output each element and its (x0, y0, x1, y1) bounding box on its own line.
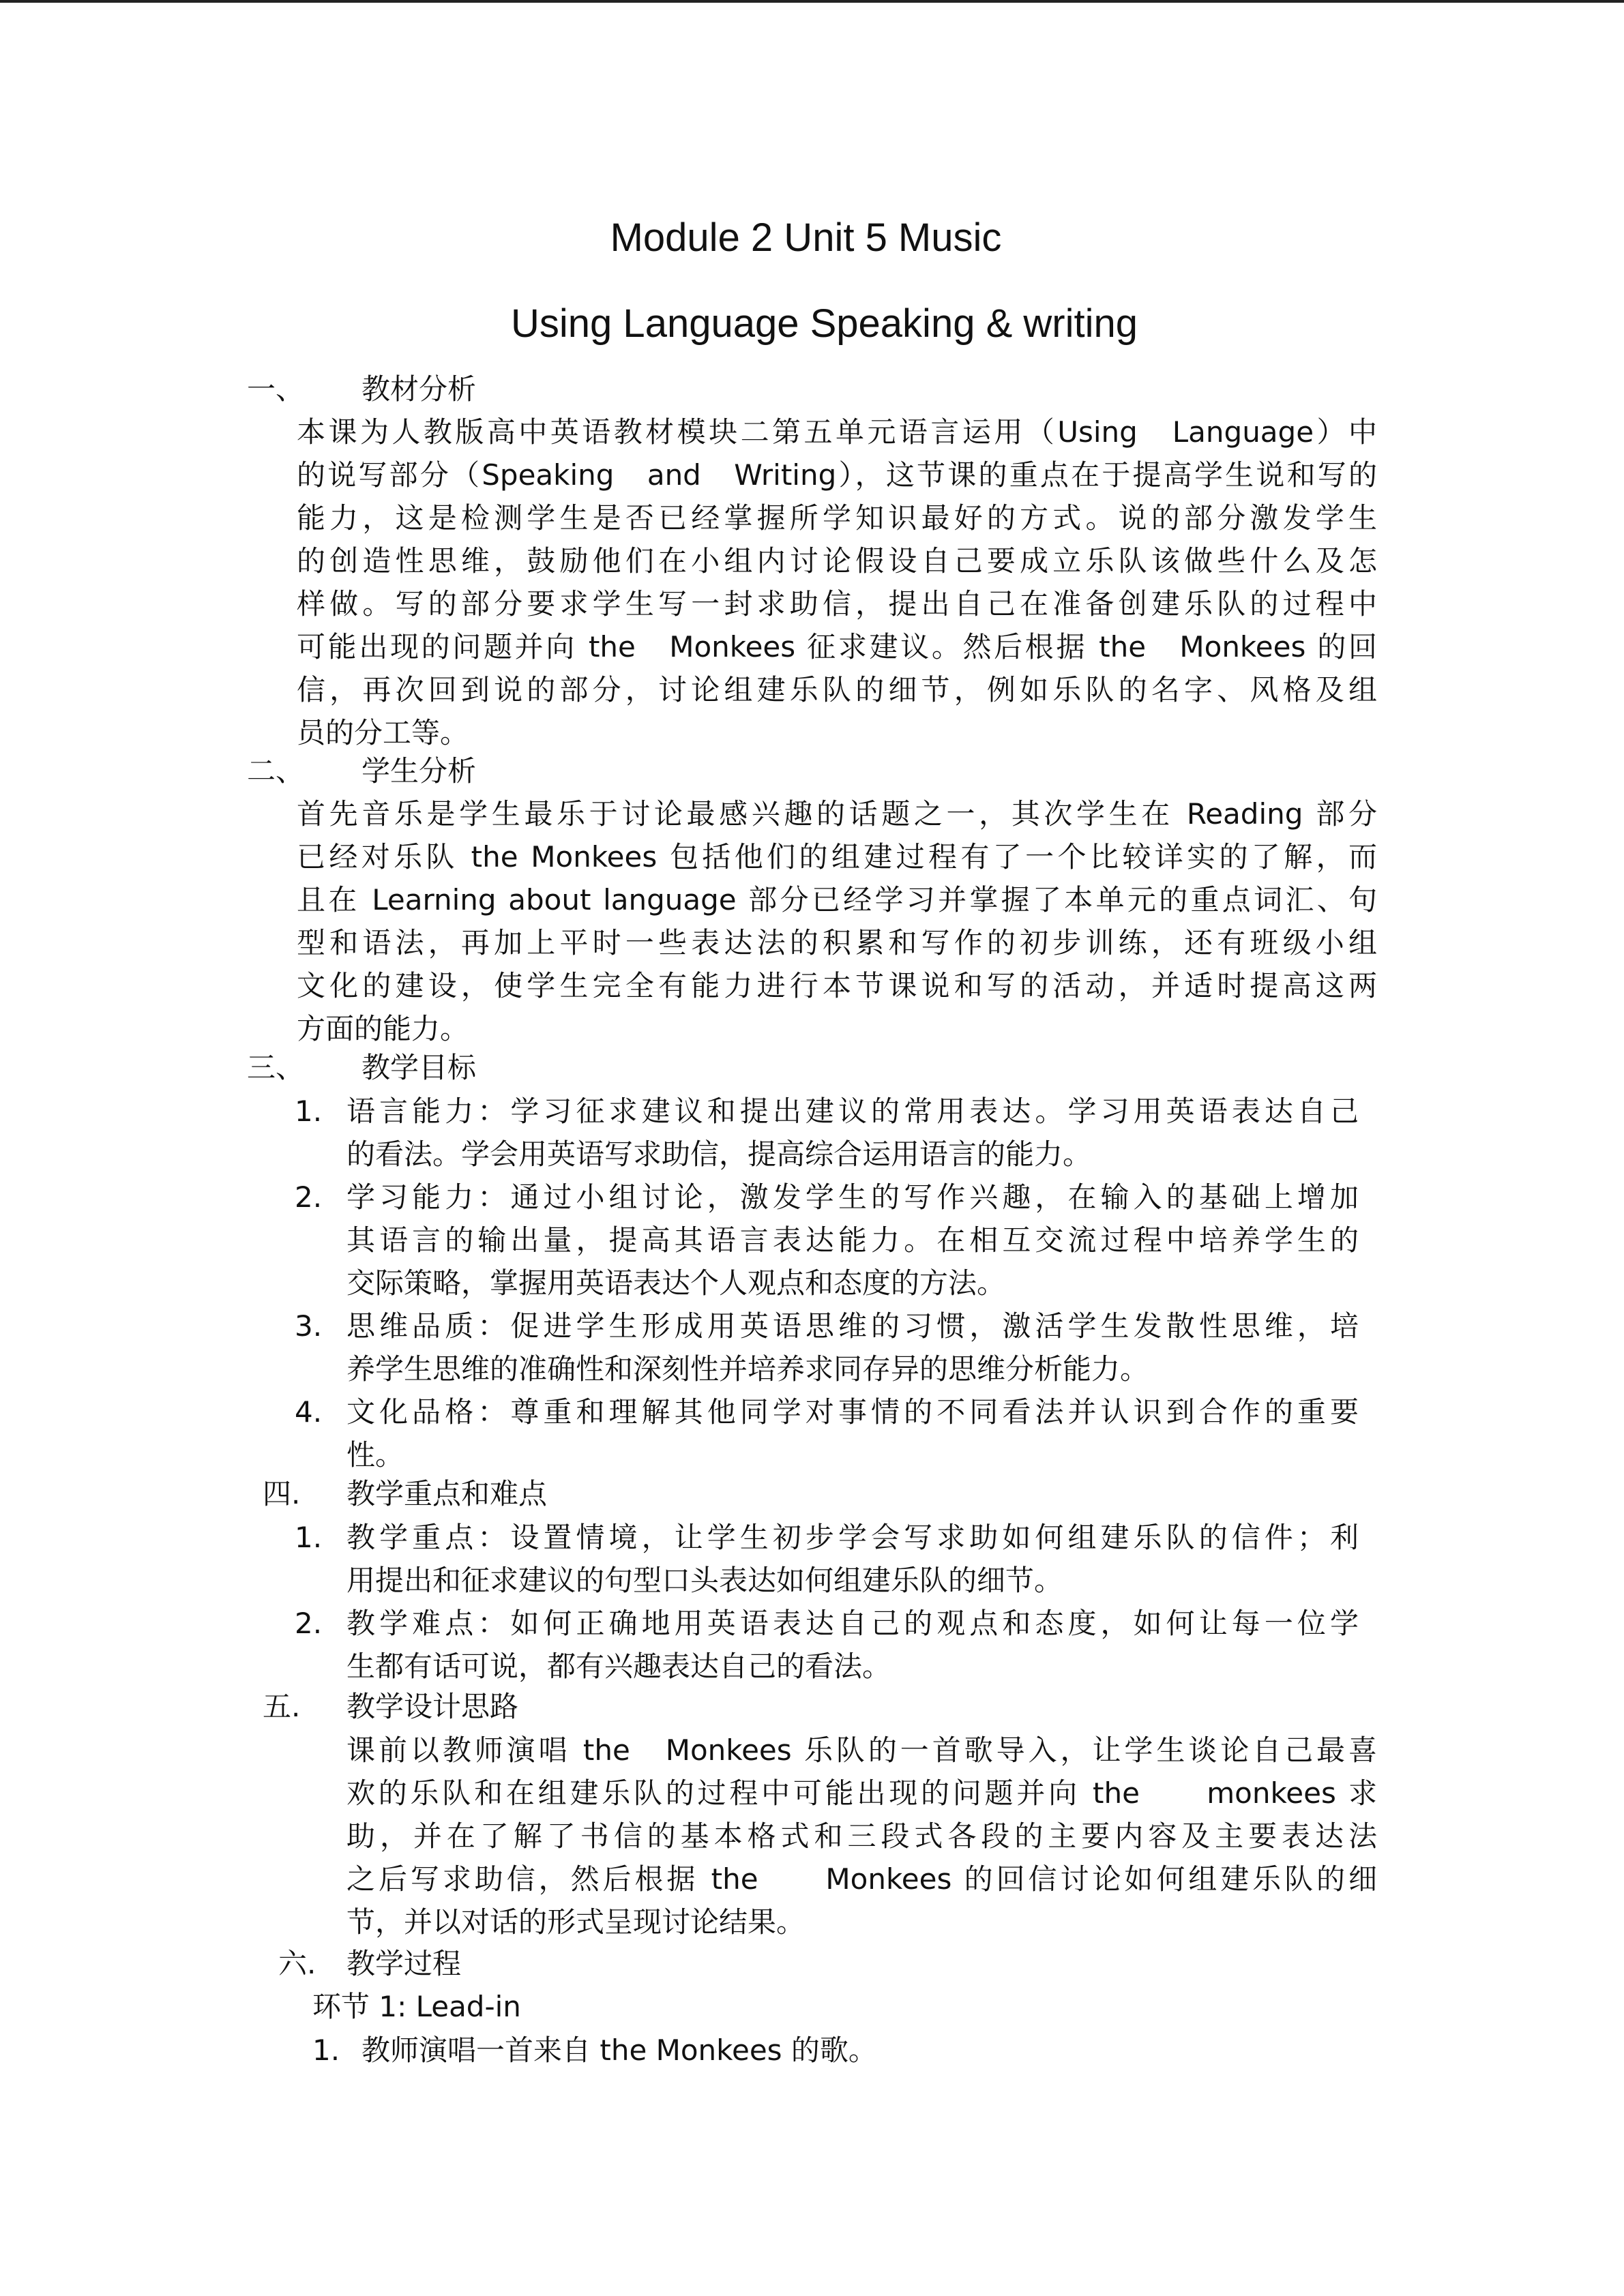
objective-item-3 (295, 1304, 1359, 1390)
paragraph-line: 节，并以对话的形式呈现讨论结果。 (346, 1905, 806, 1939)
section-title: 教学目标 (361, 1051, 477, 1084)
key-point-item-1 (295, 1516, 1359, 1602)
item-number: 4. (295, 1395, 323, 1429)
page-title: Module 2 Unit 5 Music (610, 215, 1002, 260)
paragraph-line: 之后写求助信，然后根据 the Monkees 的回信讨论如何组建乐队的细 (346, 1862, 1377, 1896)
section-title: 教学设计思路 (346, 1690, 519, 1723)
key-point-item-2 (295, 1602, 1359, 1688)
item-line: 教学难点：如何正确地用英语表达自己的观点和态度，如何让每一位学 (346, 1607, 1359, 1640)
item-number: 2. (295, 1180, 323, 1214)
paragraph-line: 助，并在了解了书信的基本格式和三段式各段的主要内容及主要表达法 (346, 1819, 1377, 1853)
student-analysis-paragraph (297, 792, 1377, 1050)
objective-item-1 (295, 1090, 1359, 1176)
item-number: 1. (312, 2033, 340, 2067)
item-number: 3. (295, 1309, 323, 1343)
section-number: 六. (278, 1947, 316, 1980)
section-heading-key-points (263, 1473, 547, 1515)
section-heading-students (247, 750, 476, 792)
paragraph-line: 方面的能力。 (297, 1012, 469, 1045)
section-number: 一、 (247, 372, 305, 406)
section-heading-process (278, 1943, 461, 1985)
item-line: 教学重点：设置情境，让学生初步学会写求助如何组建乐队的信件；利 (346, 1521, 1359, 1554)
paragraph-line: 已经对乐队 the Monkees 包括他们的组建过程有了一个比较详实的了解，而 (297, 840, 1377, 874)
section-heading-materials (247, 368, 476, 411)
item-line: 学习能力：通过小组讨论，激发学生的写作兴趣，在输入的基础上增加 (346, 1180, 1359, 1214)
section-title: 教学重点和难点 (346, 1477, 548, 1510)
page-subtitle: Using Language Speaking & writing (511, 301, 1138, 346)
paragraph-line: 的说写部分（Speaking and Writing），这节课的重点在于提高学生说和写的 (297, 458, 1377, 492)
section-number: 五. (263, 1690, 301, 1723)
item-line: 语言能力：学习征求建议和提出建议的常用表达。学习用英语表达自己 (346, 1094, 1359, 1128)
paragraph-line: 本课为人教版高中英语教材模块二第五单元语言运用（Using Language）中 (297, 415, 1377, 449)
item-line: 思维品质：促进学生形成用英语思维的习惯，激活学生发散性思维，培 (346, 1309, 1359, 1343)
section-title: 学生分析 (361, 754, 477, 788)
item-line: 养学生思维的准确性和深刻性并培养求同存异的思维分析能力。 (346, 1352, 1149, 1386)
item-line: 交际策略，掌握用英语表达个人观点和态度的方法。 (346, 1266, 1006, 1300)
paragraph-line: 能力，这是检测学生是否已经掌握所学知识最好的方式。说的部分激发学生 (297, 501, 1377, 535)
paragraph-line: 可能出现的问题并向 the Monkees 征求建议。然后根据 the Monkees 的回 (297, 630, 1377, 664)
top-border-line (0, 0, 1624, 3)
item-line: 文化品格：尊重和理解其他同学对事情的不同看法并认识到合作的重要 (346, 1395, 1359, 1429)
step-heading: 环节 1: Lead-in (312, 1990, 521, 2023)
item-line: 用提出和征求建议的句型口头表达如何组建乐队的细节。 (346, 1564, 1063, 1597)
section-number: 四. (263, 1477, 301, 1510)
paragraph-line: 的创造性思维，鼓励他们在小组内讨论假设自己要成立乐队该做些什么及怎 (297, 544, 1377, 578)
paragraph-line: 课前以教师演唱 the Monkees 乐队的一首歌导入，让学生谈论自己最喜 (346, 1733, 1377, 1767)
section-title: 教材分析 (361, 372, 477, 406)
item-line: 教师演唱一首来自 the Monkees 的歌。 (361, 2033, 877, 2067)
design-paragraph (346, 1729, 1377, 1943)
paragraph-line: 型和语法，再加上平时一些表达法的积累和写作的初步训练，还有班级小组 (297, 926, 1377, 959)
item-number: 2. (295, 1607, 323, 1640)
section-heading-design (263, 1686, 518, 1728)
item-line: 的看法。学会用英语写求助信，提高综合运用语言的能力。 (346, 1137, 1092, 1171)
paragraph-line: 文化的建设，使学生完全有能力进行本节课说和写的活动，并适时提高这两 (297, 969, 1377, 1002)
objective-item-4 (295, 1390, 1359, 1476)
objective-item-2 (295, 1176, 1359, 1304)
item-number: 1. (295, 1521, 323, 1554)
item-line: 其语言的输出量，提高其语言表达能力。在相互交流过程中培养学生的 (346, 1223, 1359, 1257)
section-title: 教学过程 (346, 1947, 462, 1980)
paragraph-line: 信，再次回到说的部分，讨论组建乐队的细节，例如乐队的名字、风格及组 (297, 673, 1377, 706)
process-item-1 (312, 2029, 1335, 2072)
materials-analysis-paragraph (297, 411, 1377, 754)
paragraph-line: 样做。写的部分要求学生写一封求助信，提出自己在准备创建乐队的过程中 (297, 587, 1377, 621)
item-number: 1. (295, 1094, 323, 1128)
paragraph-line: 首先音乐是学生最乐于讨论最感兴趣的话题之一，其次学生在 Reading 部分 (297, 797, 1377, 831)
item-line: 性。 (346, 1438, 404, 1472)
item-line: 生都有话可说，都有兴趣表达自己的看法。 (346, 1650, 891, 1683)
paragraph-line: 员的分工等。 (297, 716, 469, 749)
paragraph-line: 欢的乐队和在组建乐队的过程中可能出现的问题并向 the monkees 求 (346, 1776, 1377, 1810)
section-number: 三、 (247, 1051, 305, 1084)
paragraph-line: 且在 Learning about language 部分已经学习并掌握了本单元的重点词汇、句 (297, 883, 1377, 916)
section-heading-objectives (247, 1047, 476, 1089)
section-number: 二、 (247, 754, 305, 788)
